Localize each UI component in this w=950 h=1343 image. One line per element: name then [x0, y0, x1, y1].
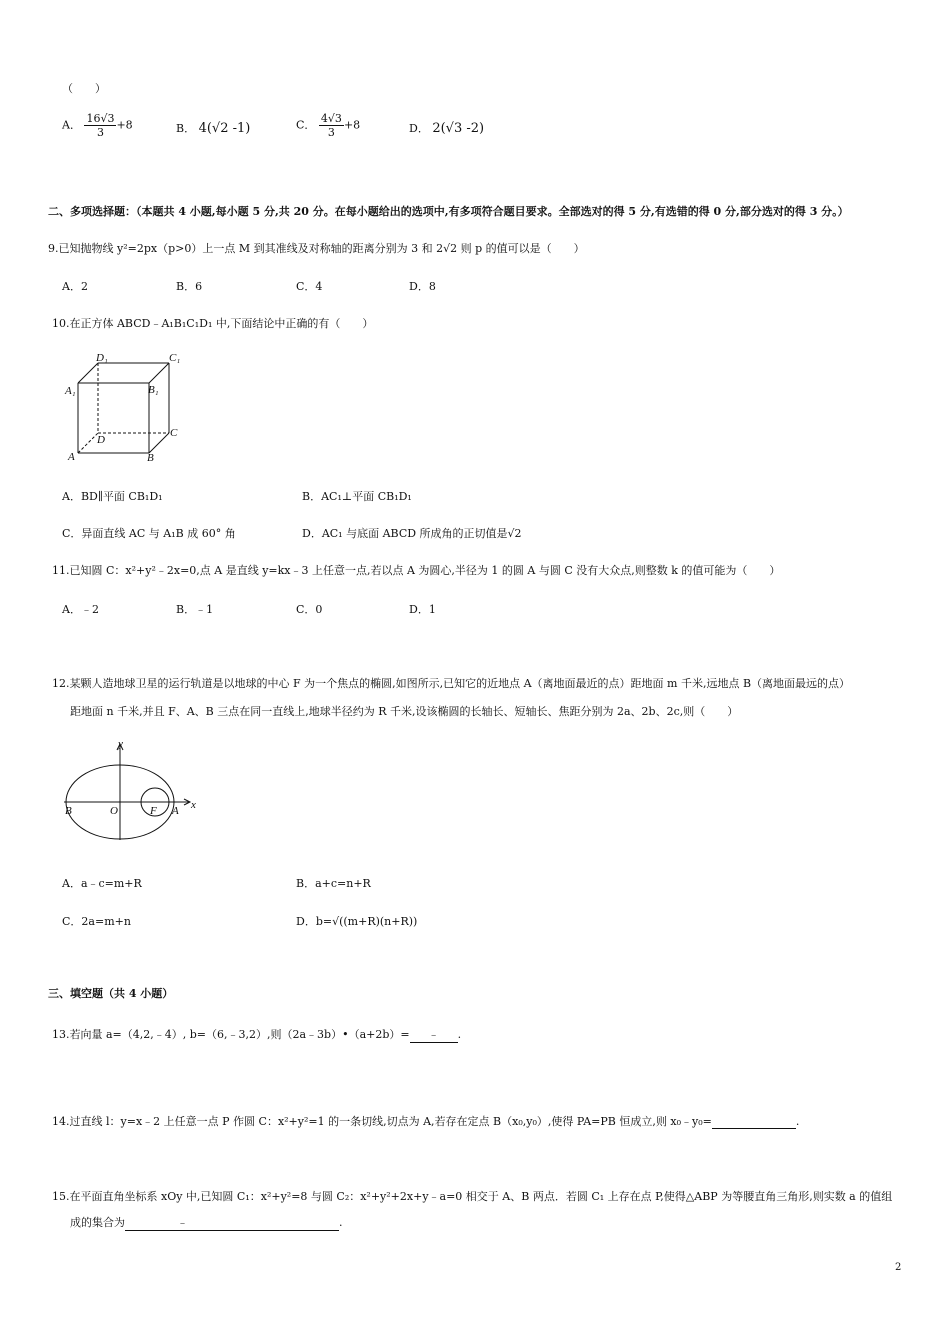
option: D．1	[409, 603, 436, 616]
vertex-label: A₁	[65, 385, 76, 397]
axis-label: x	[191, 799, 196, 811]
question-15-line2	[70, 1214, 343, 1231]
option: C．0	[296, 603, 323, 616]
question-13	[52, 1026, 461, 1043]
vertex-label: C₁	[169, 352, 181, 364]
option: C．异面直线 AC 与 A₁B 成 60° 角	[62, 527, 236, 540]
vertex-label: A	[68, 451, 75, 463]
section-heading: 二、多项选择题：（本题共 4 小题,每小题 5 分,共 20 分。在每小题给出的选项中,有多项符合题目要求。全部选对的得 5 分,有选错的得 0 分,部分选对的得 3 分。）	[48, 205, 849, 218]
q8-paren: （ ）	[62, 82, 106, 95]
numerator: 4√3	[320, 112, 342, 125]
option: A．BD∥平面 CB₁D₁	[62, 490, 163, 503]
answer-blank[interactable]	[410, 1026, 458, 1043]
point-label: B	[65, 805, 72, 817]
option-label: B．	[176, 122, 196, 135]
question-stem: 10.在正方体 ABCD﹣A₁B₁C₁D₁ 中,下面结论中正确的有（ ）	[52, 317, 374, 330]
option: B．6	[176, 280, 203, 293]
blank-mark: ﹣	[428, 1028, 440, 1041]
fraction	[84, 112, 116, 139]
option: A．a﹣c=m+R	[62, 877, 142, 890]
cube-figure	[58, 350, 198, 465]
answer-blank[interactable]	[712, 1115, 796, 1129]
answer-blank[interactable]	[125, 1214, 339, 1231]
question-stem: 11.已知圆 C：x²+y²﹣2x=0,点 A 是直线 y=kx﹣3 上任意一点,若以点 A 为圆心,半径为 1 的圆 A 与圆 C 没有大众点,则整数 k 的值可能为（ ）	[52, 564, 781, 577]
option-label: C．	[296, 118, 316, 132]
q8-option-d	[409, 120, 484, 136]
question-stem: 14.过直线 l：y=x﹣2 上任意一点 P 作圆 C：x²+y²=1 的一条切线,切点为 A,若存在定点 B（x₀,y₀）,使得 PA=PB 恒成立,则 x₀﹣y₀=	[52, 1115, 712, 1128]
end-mark: .	[339, 1216, 343, 1229]
vertex-label: D₁	[96, 352, 108, 364]
option: D．b=√((m+R)(n+R))	[296, 915, 418, 928]
fraction	[319, 112, 344, 139]
option-tail: +8	[116, 118, 133, 132]
option: C．4	[296, 280, 323, 293]
option: D．8	[409, 280, 436, 293]
question-stem: 12.某颗人造地球卫星的运行轨道是以地球的中心 F 为一个焦点的椭圆,如图所示,已知它的近地点 A（离地面最近的点）距地面 m 千米,远地点 B（离地面最远的点）	[52, 677, 851, 690]
question-stem: 13.若向量 a=（4,2,﹣4）, b=（6,﹣3,2）,则（2a﹣3b）•（a+2b）=	[52, 1028, 410, 1041]
vertex-label: C	[170, 427, 178, 439]
vertex-label: D	[97, 434, 105, 446]
q8-option-a	[62, 112, 133, 139]
option: D．AC₁ 与底面 ABCD 所成角的正切值是√2	[302, 527, 522, 540]
option: A．2	[62, 280, 88, 293]
section-heading: 三、填空题（共 4 小题）	[48, 987, 174, 1000]
point-label: F	[150, 805, 157, 817]
option: A．﹣2	[62, 603, 99, 616]
ellipse-figure	[58, 738, 208, 846]
point-label: A	[172, 805, 179, 817]
option: B．a+c=n+R	[296, 877, 371, 890]
question-stem: 9.已知抛物线 y²=2px（p>0）上一点 M 到其准线及对称轴的距离分别为 3 和 2√2 则 p 的值可以是（ ）	[48, 242, 585, 255]
end-mark: .	[795, 1115, 800, 1128]
vertex-label: B	[147, 452, 154, 464]
option-text: 2(√3 -2)	[432, 121, 485, 136]
denominator: 3	[96, 126, 104, 139]
option: C．2a=m+n	[62, 915, 131, 928]
option-label: A．	[62, 118, 81, 132]
q8-option-b	[176, 120, 250, 136]
page-number: 2	[895, 1262, 902, 1273]
option-text: 4(√2 -1)	[198, 121, 251, 136]
question-stem-line2: 距地面 n 千米,并且 F、A、B 三点在同一直线上,地球半径约为 R 千米,设该椭圆的长轴长、短轴长、焦距分别为 2a、2b、2c,则（ ）	[70, 705, 739, 718]
point-label: O	[110, 805, 118, 817]
question-14	[52, 1113, 799, 1129]
axis-label: y	[118, 738, 123, 750]
option: B．AC₁⊥平面 CB₁D₁	[302, 490, 412, 503]
denominator: 3	[327, 126, 335, 139]
end-mark: .	[457, 1028, 462, 1041]
numerator: 16√3	[86, 112, 115, 125]
option: B．﹣1	[176, 603, 214, 616]
blank-mark: ﹣	[177, 1216, 188, 1229]
question-stem-line2: 成的集合为	[70, 1216, 125, 1229]
option-tail: +8	[343, 118, 361, 132]
vertex-label: B₁	[148, 384, 159, 396]
q8-option-c	[296, 112, 360, 139]
option-label: D．	[409, 122, 429, 135]
question-stem: 15.在平面直角坐标系 xOy 中,已知圆 C₁：x²+y²=8 与圆 C₂：x²+y²+2x+y﹣a=0 相交于 A、B 两点．若圆 C₁ 上存在点 P,使得△ABP 为等腰直角三角形,则实数 a 的值组	[52, 1190, 893, 1203]
